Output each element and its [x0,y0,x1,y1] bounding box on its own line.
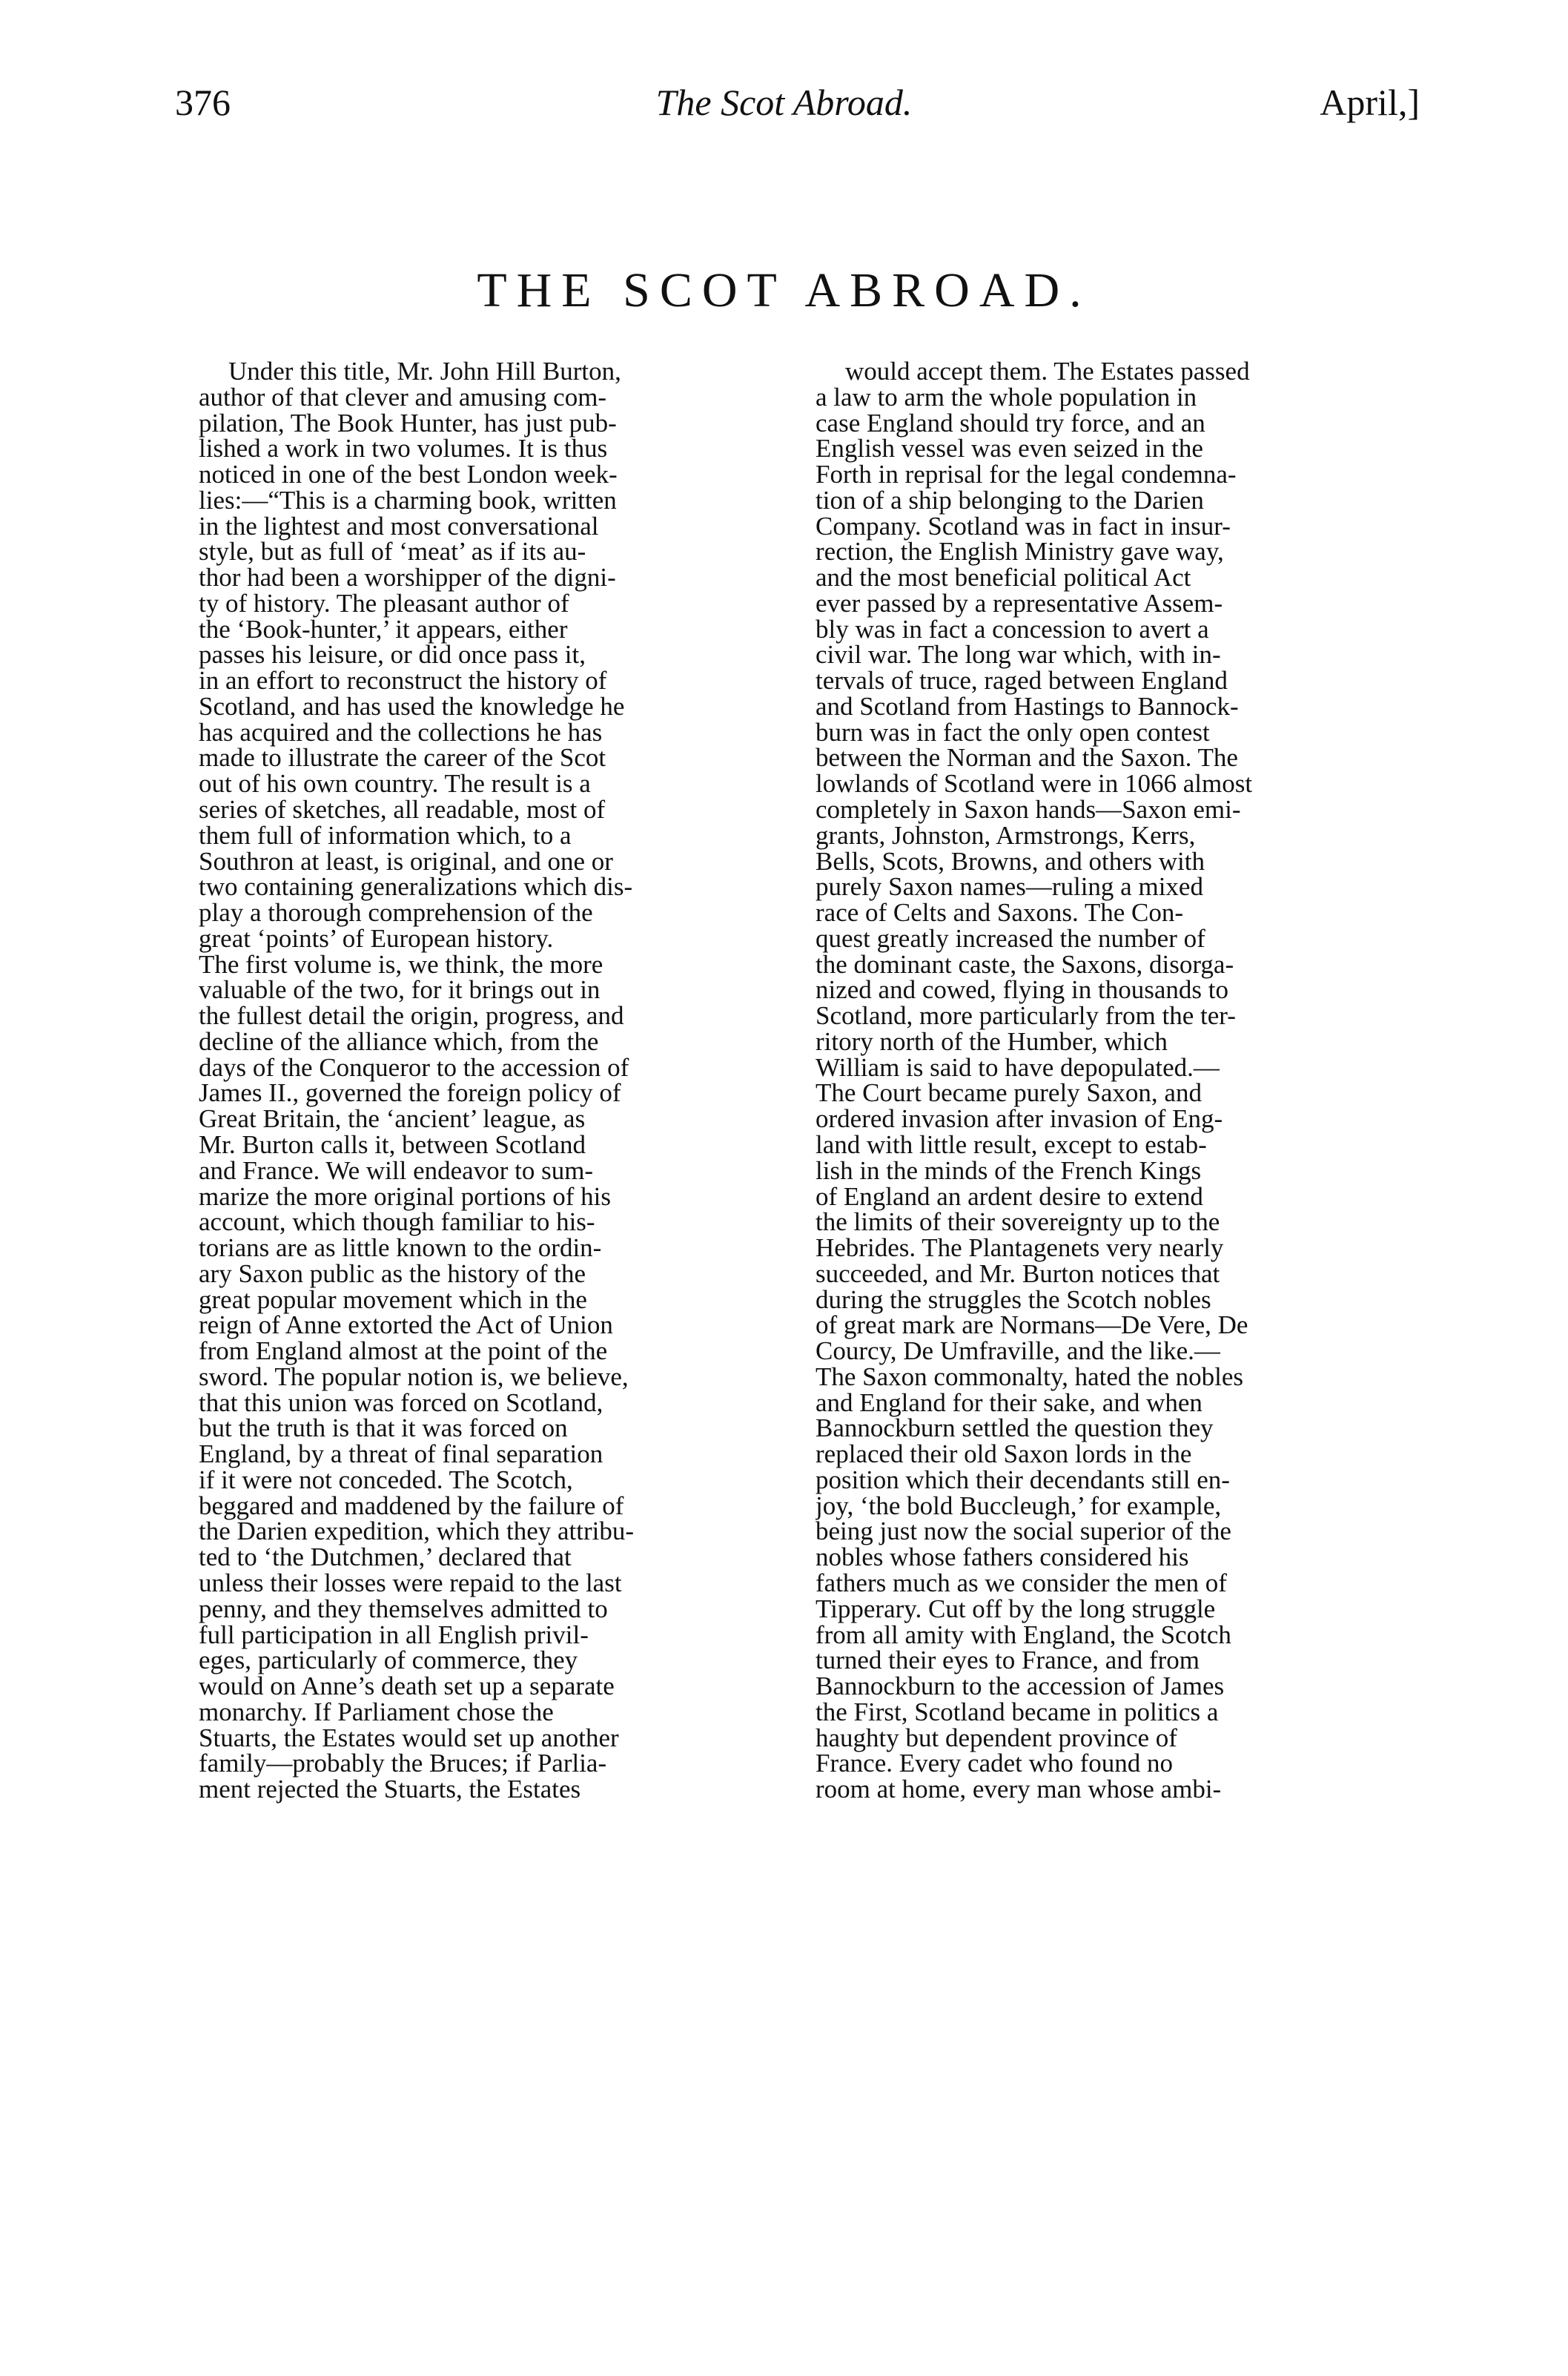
text-line: civil war. The long war which, with in- [816,640,1221,670]
text-line: purely Saxon names—ruling a mixed [816,872,1203,902]
text-line: monarchy. If Parliament chose the [199,1697,554,1726]
text-line: Courcy, De Umfraville, and the like.— [816,1336,1220,1366]
text-line: lish in the minds of the French Kings [816,1155,1202,1185]
text-line: ty of history. The pleasant author of [199,588,569,618]
text-line: Bannockburn settled the question they [816,1413,1214,1443]
text-line: and England for their sake, and when [816,1387,1203,1417]
text-line: of England an ardent desire to extend [816,1181,1203,1211]
text-line: completely in Saxon hands—Saxon emi- [816,795,1241,825]
text-line: Mr. Burton calls it, between Scotland [199,1129,586,1159]
text-line: great popular movement which in the [199,1284,587,1314]
text-line: great ‘points’ of European history. [199,923,554,953]
text-line: if it were not conceded. The Scotch, [199,1465,573,1494]
text-line: has acquired and the collections he has [199,717,603,747]
text-line: Scotland, more particularly from the ter- [816,1001,1236,1031]
text-line: and Scotland from Hastings to Bannock- [816,691,1239,721]
text-line: of great mark are Normans—De Vere, De [816,1310,1248,1340]
text-line: noticed in one of the best London week- [199,460,618,489]
text-line: lowlands of Scotland were in 1066 almost [816,769,1253,799]
text-line: grants, Johnston, Armstrongs, Kerrs, [816,820,1196,850]
text-line: ritory north of the Humber, which [816,1026,1168,1056]
text-line: burn was in fact the only open contest [816,717,1210,747]
text-line: days of the Conqueror to the accession of [199,1052,629,1082]
text-line: nobles whose fathers considered his [816,1542,1189,1572]
text-line: but the truth is that it was forced on [199,1413,568,1443]
text-line: quest greatly increased the number of [816,923,1205,953]
text-line: ordered invasion after invasion of Eng- [816,1104,1223,1134]
text-line: Bells, Scots, Browns, and others with [816,846,1205,876]
text-line: the dominant caste, the Saxons, disorga- [816,949,1234,979]
text-line: decline of the alliance which, from the [199,1026,599,1056]
text-line: sword. The popular notion is, we believe, [199,1362,629,1391]
text-line: the First, Scotland became in politics a [816,1697,1219,1726]
text-line: passes his leisure, or did once pass it, [199,640,586,670]
text-line: the limits of their sovereignty up to the [816,1207,1220,1237]
text-line: replaced their old Saxon lords in the [816,1439,1192,1469]
text-line: during the struggles the Scotch nobles [816,1284,1211,1314]
text-line: joy, ‘the bold Buccleugh,’ for example, [816,1491,1222,1520]
text-line: haughty but dependent province of [816,1723,1177,1752]
text-line: land with little result, except to estab- [816,1129,1207,1159]
text-line: nized and cowed, flying in thousands to [816,975,1228,1005]
text-line: valuable of the two, for it brings out in [199,975,601,1005]
text-line: James II., governed the foreign policy of [199,1078,621,1108]
text-line: unless their losses were repaid to the last [199,1568,622,1597]
left-column [199,359,793,2294]
text-line: in the lightest and most conversational [199,511,599,541]
text-line: ever passed by a representative Assem- [816,588,1223,618]
text-line: between the Norman and the Saxon. The [816,743,1238,773]
running-title: The Scot Abroad. [655,82,913,123]
text-line: family—probably the Bruces; if Parlia- [199,1749,607,1778]
text-line: Stuarts, the Estates would set up another [199,1723,619,1752]
text-line: room at home, every man whose ambi- [816,1775,1222,1804]
text-line: tion of a ship belonging to the Darien [816,485,1204,515]
text-line: the fullest detail the origin, progress, and [199,1001,624,1031]
text-line: two containing generalizations which dis- [199,872,633,902]
text-line: Under this title, Mr. John Hill Burton, [228,359,621,386]
text-line: pilation, The Book Hunter, has just pub- [199,408,617,438]
text-line: The Saxon commonalty, hated the nobles [816,1362,1244,1391]
text-line: ary Saxon public as the history of the [199,1258,586,1288]
text-line: made to illustrate the career of the Scot [199,743,606,773]
article-title: THE SCOT ABROAD. [477,263,1091,317]
text-line: Bannockburn to the accession of James [816,1672,1225,1701]
text-line: series of sketches, all readable, most of [199,795,606,825]
right-column [816,359,1420,2294]
text-line: Tipperary. Cut off by the long struggle [816,1594,1216,1623]
text-line: would on Anne’s death set up a separate [199,1672,615,1701]
text-line: author of that clever and amusing com- [199,382,607,412]
text-line: torians are as little known to the ordin- [199,1233,602,1263]
text-line: Southron at least, is original, and one or [199,846,613,876]
text-line: thor had been a worshipper of the digni- [199,563,616,593]
text-line: eges, particularly of commerce, they [199,1646,578,1675]
text-line: from England almost at the point of the [199,1336,608,1366]
text-line: fathers much as we consider the men of [816,1568,1227,1597]
text-line: Great Britain, the ‘ancient’ league, as [199,1104,586,1134]
text-line: lished a work in two volumes. It is thus [199,434,608,463]
text-line: Company. Scotland was in fact in insur- [816,511,1231,541]
text-line: lies:—“This is a charming book, written [199,485,617,515]
text-line: reign of Anne extorted the Act of Union [199,1310,613,1340]
text-line: position which their decendants still en- [816,1465,1230,1494]
text-line: Forth in reprisal for the legal condemna- [816,460,1237,489]
text-line: the Darien expedition, which they attribu- [199,1517,635,1546]
text-line: France. Every cadet who found no [816,1749,1174,1778]
text-line: account, which though familiar to his- [199,1207,595,1237]
text-line: ment rejected the Stuarts, the Estates [199,1775,581,1804]
text-line: succeeded, and Mr. Burton notices that [816,1258,1220,1288]
text-line: turned their eyes to France, and from [816,1646,1200,1675]
text-line: The Court became purely Saxon, and [816,1078,1202,1108]
text-line: style, but as full of ‘meat’ as if its au- [199,537,586,567]
page-number: 376 [175,82,231,123]
text-line: full participation in all English privil- [199,1620,589,1649]
text-line: tervals of truce, raged between England [816,666,1228,696]
text-line: and France. We will endeavor to sum- [199,1155,594,1185]
text-line: English vessel was even seized in the [816,434,1203,463]
text-line: rection, the English Ministry gave way, [816,537,1224,567]
text-line: the ‘Book-hunter,’ it appears, either [199,614,568,644]
text-line: race of Celts and Saxons. The Con- [816,898,1184,928]
text-line: Scotland, and has used the knowledge he [199,691,625,721]
header-date: April,] [1320,82,1420,123]
text-line: case England should try force, and an [816,408,1205,438]
text-line: The first volume is, we think, the more [199,949,603,979]
text-line: bly was in fact a concession to avert a [816,614,1209,644]
text-line: England, by a threat of final separation [199,1439,603,1469]
text-line: beggared and maddened by the failure of [199,1491,624,1520]
text-line: and the most beneficial political Act [816,563,1191,593]
text-line: out of his own country. The result is a [199,769,591,799]
text-line: ted to ‘the Dutchmen,’ declared that [199,1542,572,1572]
text-line: would accept them. The Estates passed [845,359,1250,386]
text-line: William is said to have depopulated.— [816,1052,1220,1082]
text-line: them full of information which, to a [199,820,572,850]
text-line: a law to arm the whole population in [816,382,1197,412]
text-line: that this union was forced on Scotland, [199,1387,603,1417]
text-line: being just now the social superior of the [816,1517,1231,1546]
text-line: penny, and they themselves admitted to [199,1594,608,1623]
text-line: play a thorough comprehension of the [199,898,593,928]
text-line: Hebrides. The Plantagenets very nearly [816,1233,1224,1263]
text-line: from all amity with England, the Scotch [816,1620,1231,1649]
text-line: marize the more original portions of his [199,1181,611,1211]
text-line: in an effort to reconstruct the history of [199,666,607,696]
